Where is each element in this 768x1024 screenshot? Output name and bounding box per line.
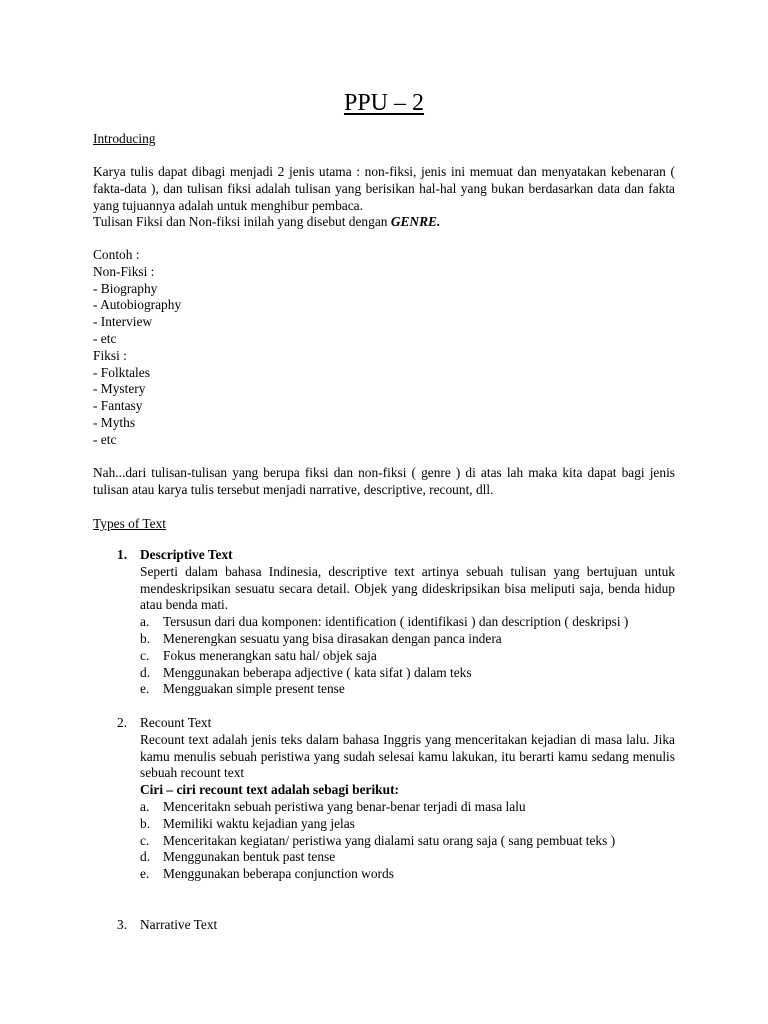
sub-item-letter: c. — [140, 832, 150, 848]
contoh-section — [93, 247, 675, 449]
list-item: - etc — [93, 431, 117, 447]
sub-item-letter: a. — [140, 614, 150, 630]
sub-item-letter: e. — [140, 866, 150, 882]
item-body — [140, 917, 675, 934]
sub-item-text: Menggunakan beberapa conjunction words — [163, 866, 394, 882]
introducing-heading-text: Introducing — [93, 131, 156, 146]
sub-item-text: Menggunakan beberapa adjective ( kata sifat ) dalam teks — [163, 664, 472, 680]
sub-item-letter: b. — [140, 815, 151, 831]
item-description: Recount text adalah jenis teks dalam bahasa Inggris yang menceritakan kejadian di masa lalu. Jika kamu menulis sebuah peristiwa yang sudah selesai kamu lakukan, itu berarti kamu sedang menulis sebuah recount text — [140, 731, 675, 781]
item-title: Narrative Text — [140, 917, 218, 932]
sub-item-letter: c. — [140, 647, 150, 663]
genre-word: GENRE. — [390, 214, 441, 229]
page-title: PPU – 2 — [343, 90, 425, 116]
sub-item — [140, 816, 675, 833]
introducing-paragraph: Karya tulis dapat dibagi menjadi 2 jenis utama : non-fiksi, jenis ini memuat dan menyatakan kebenaran ( fakta-data ), dan tulisan fiksi adalah tulisan yang berisikan hal-hal yang bukan berdasarkan data dan fakta yang tujuannya adalah untuk menghibur pembaca. — [93, 164, 675, 213]
list-item: - Fantasy — [93, 398, 143, 414]
item-body — [140, 547, 675, 698]
types-heading — [93, 516, 675, 533]
item-body — [140, 715, 675, 883]
list-item: - Interview — [93, 314, 153, 330]
sub-item-text: Menerengkan sesuatu yang bisa dirasakan dengan panca indera — [163, 630, 502, 646]
genre-line — [93, 214, 675, 231]
sub-item — [140, 614, 675, 631]
sub-item-text: Tersusun dari dua komponen: identification ( identifikasi ) dan description ( deskripsi ) — [163, 614, 629, 630]
introducing-heading — [93, 131, 675, 148]
types-heading-text: Types of Text — [93, 516, 166, 531]
sub-item — [140, 681, 675, 698]
item-title: Recount Text — [140, 715, 212, 730]
sub-item — [140, 833, 675, 850]
item-number: 3. — [117, 917, 128, 932]
genre-line-prefix: Tulisan Fiksi dan Non-fiksi inilah yang disebut dengan — [93, 214, 391, 229]
fiksi-label: Fiksi : — [93, 347, 127, 363]
item-description: Seperti dalam bahasa Indinesia, descriptive text artinya sebuah tulisan yang bertujuan untuk mendeskripsikan sesuatu secara detail. Objek yang dideskripsikan bisa meliputi saja, benda hidup atau benda mati. — [140, 563, 675, 613]
list-item: - etc — [93, 330, 117, 346]
sub-item-text: Menceritakan kegiatan/ peristiwa yang dialami satu orang saja ( sang pembuat teks ) — [163, 832, 616, 848]
list-item: - Biography — [93, 280, 158, 296]
sub-item-text: Menggunakan bentuk past tense — [163, 849, 336, 865]
list-item: - Autobiography — [93, 297, 182, 313]
sub-item — [140, 665, 675, 682]
sub-item-text: Menceritakn sebuah peristiwa yang benar-benar terjadi di masa lalu — [163, 798, 526, 814]
list-item: - Mystery — [93, 381, 146, 397]
list-item: - Folktales — [93, 364, 150, 380]
sub-item — [140, 866, 675, 883]
sub-item — [140, 631, 675, 648]
sub-item-letter: d. — [140, 849, 151, 865]
sub-item-letter: b. — [140, 630, 151, 646]
sub-item — [140, 648, 675, 665]
contoh-label: Contoh : — [93, 247, 140, 262]
sub-item — [140, 799, 675, 816]
nah-paragraph: Nah...dari tulisan-tulisan yang berupa fiksi dan non-fiksi ( genre ) di atas lah maka kita dapat bagi jenis tulisan atau karya tulis tersebut menjadi narrative, descriptive, recount, dll. — [93, 465, 675, 497]
item-number: 1. — [117, 547, 128, 562]
ciri-heading: Ciri – ciri recount text adalah sebagi berikut: — [140, 782, 399, 798]
item-number: 2. — [117, 715, 128, 730]
sub-item-letter: e. — [140, 681, 150, 697]
nonfiksi-label: Non-Fiksi : — [93, 263, 155, 279]
sub-item-text: Fokus menerangkan satu hal/ objek saja — [163, 647, 377, 663]
sub-item-letter: d. — [140, 664, 151, 680]
item-title: Descriptive Text — [140, 547, 233, 562]
sub-item-text: Memiliki waktu kejadian yang jelas — [163, 815, 355, 831]
sub-item-letter: a. — [140, 798, 150, 814]
sub-item — [140, 849, 675, 866]
list-item: - Myths — [93, 414, 136, 430]
sub-item-text: Mengguakan simple present tense — [163, 681, 345, 697]
